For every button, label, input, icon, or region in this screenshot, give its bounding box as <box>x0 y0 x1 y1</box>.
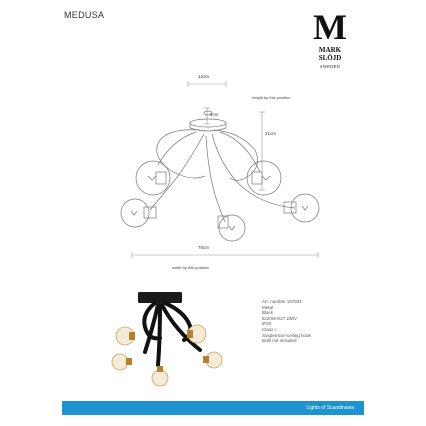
spec-mounting: Suspension-ceiling hook <box>262 332 311 338</box>
spec-list <box>262 299 311 344</box>
height-note: height by this position <box>252 95 291 100</box>
width-note: width by this position <box>172 265 209 270</box>
spec-material: Metal <box>262 304 274 310</box>
spec-bulb: Bulb not included <box>262 338 297 344</box>
spec-power: 5x20W E27 230V <box>262 315 298 321</box>
product-title: MEDUSA <box>64 10 105 20</box>
spec-ip-rating: IP20 <box>262 321 272 327</box>
spec-class: Class I <box>262 326 276 332</box>
logo-letter: M <box>313 7 347 47</box>
footer-bar <box>62 401 364 415</box>
logo-line-1: MARK <box>318 46 342 54</box>
dimension-top-width: 12cm <box>198 74 210 79</box>
dimension-width: 70cm <box>198 245 210 250</box>
logo-line-3: SWEDEN <box>320 64 340 69</box>
spec-article-number: Art. number 107931 <box>262 299 302 304</box>
footer-text: Lights of Scandinavia <box>306 405 354 411</box>
spec-color: Black <box>262 310 274 316</box>
logo-line-2: SLÖJD <box>318 54 342 62</box>
product-photo <box>112 292 222 386</box>
dimension-canopy-height: 6cm <box>210 112 219 117</box>
dimension-height: 21cm <box>265 131 277 136</box>
